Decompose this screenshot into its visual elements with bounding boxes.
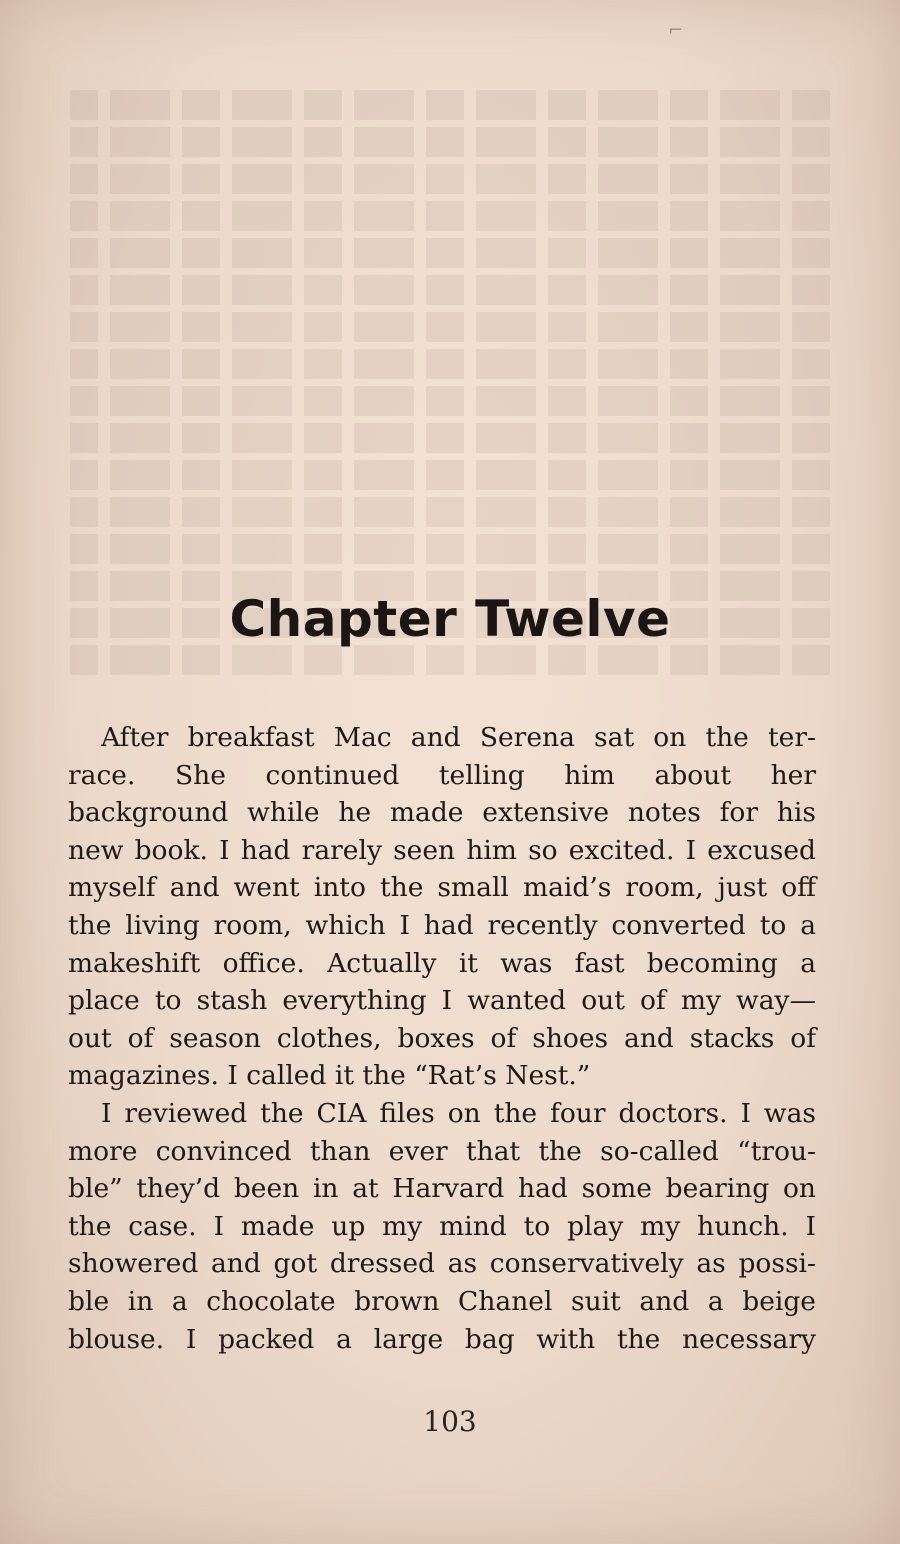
text-line: magazines. I called it the “Rat’s Nest.”: [68, 1060, 591, 1092]
page-number: 103: [423, 1405, 477, 1438]
text-line: showered and got dressed as conservatively as possi-: [68, 1248, 816, 1280]
text-line: new book. I had rarely seen him so excited. I excused: [68, 834, 816, 866]
body-text: [68, 719, 816, 1358]
text-line: ble” they’d been in at Harvard had some bearing on: [68, 1173, 816, 1205]
text-line: After breakfast Mac and Serena sat on the ter-: [101, 722, 816, 753]
text-line: myself and went into the small maid’s room, just off: [68, 872, 816, 904]
text-line: out of season clothes, boxes of shoes and stacks of: [68, 1022, 816, 1054]
ink-mark: ⌐: [668, 20, 684, 41]
text-line: blouse. I packed a large bag with the necessary: [68, 1323, 816, 1355]
text-line: makeshift office. Actually it was fast becoming a: [68, 947, 816, 979]
text-line: place to stash everything I wanted out of my way—: [68, 985, 816, 1017]
text-line: background while he made extensive notes for his: [68, 797, 816, 829]
text-line: ble in a chocolate brown Chanel suit and a beige: [68, 1285, 816, 1317]
text-line: race. She continued telling him about her: [68, 759, 816, 791]
text-line: I reviewed the CIA files on the four doctors. I was: [101, 1097, 816, 1129]
text-line: the case. I made up my mind to play my hunch. I: [68, 1210, 816, 1242]
text-line: the living room, which I had recently converted to a: [68, 909, 816, 941]
chapter-title: Chapter Twelve: [229, 590, 671, 648]
text-line: more convinced than ever that the so-called “trou-: [68, 1135, 816, 1167]
